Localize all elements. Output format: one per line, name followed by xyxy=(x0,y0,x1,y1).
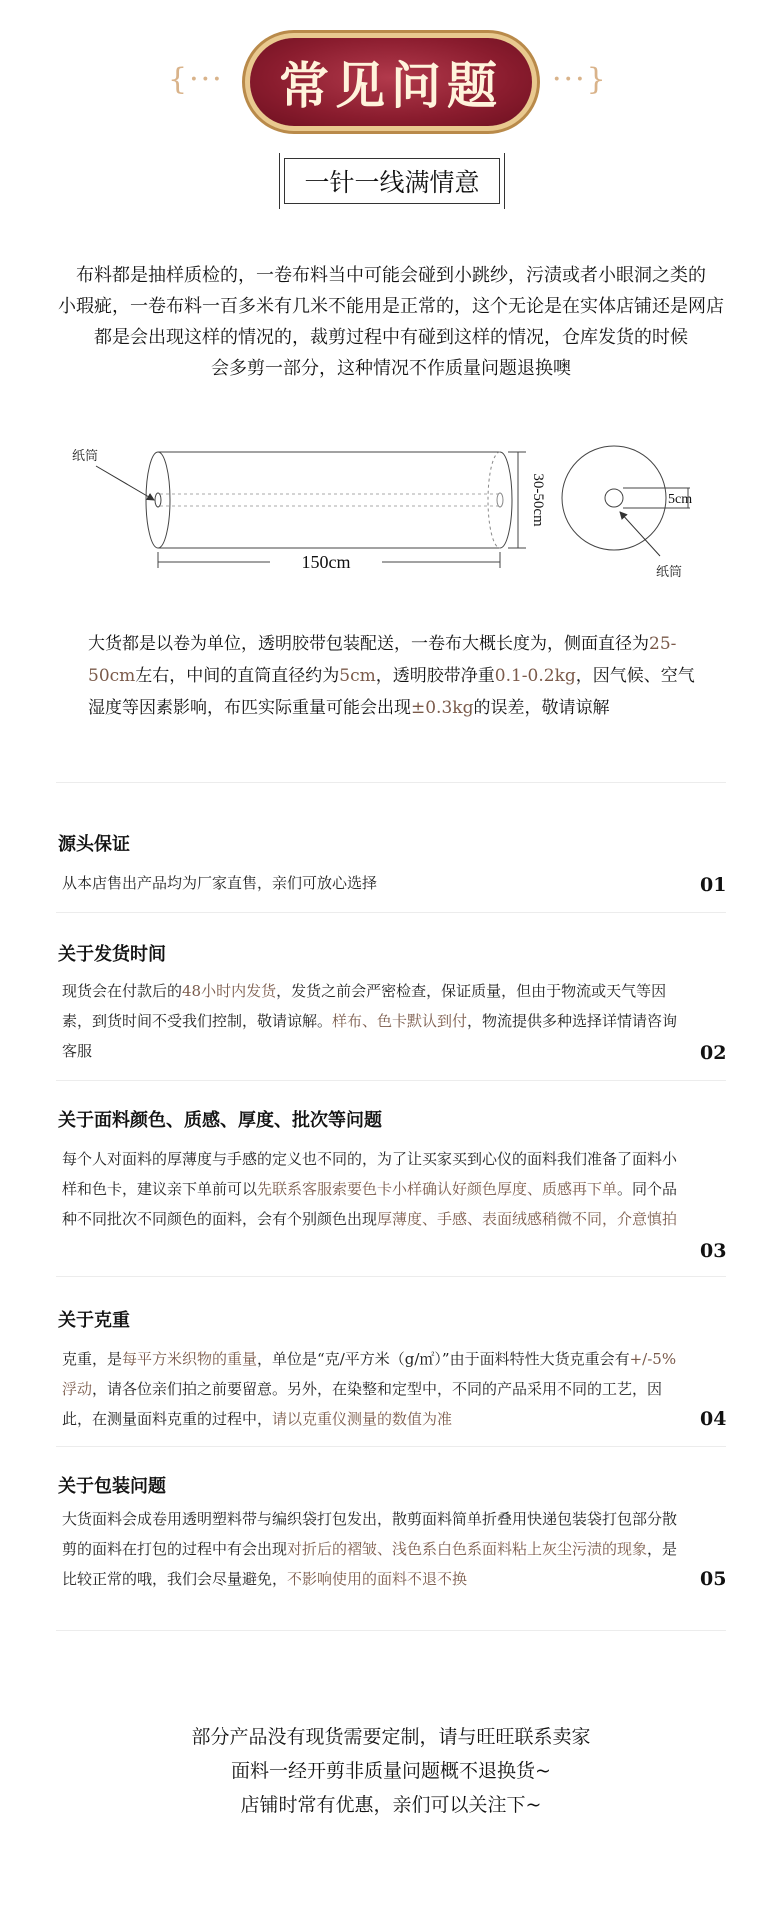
note-highlight: 0.1-0.2kg xyxy=(494,666,576,686)
note-text: ，因气候、空气湿度等因素影响，布匹实际重量可能会出现 xyxy=(88,666,695,718)
note-highlight: 25-50cm xyxy=(88,634,677,686)
note-text: ，透明胶带净重 xyxy=(375,666,495,686)
note-highlight: ±0.3kg xyxy=(411,698,474,718)
section-body-shipping xyxy=(62,976,682,1066)
section-number: 04 xyxy=(700,1408,727,1430)
subtitle-box xyxy=(284,158,500,204)
roll-note xyxy=(88,628,696,724)
body-text: 从本店售出产品均为厂家直售，亲们可放心选择 xyxy=(62,874,378,892)
body-highlight: 不影响使用的面料不退不换 xyxy=(287,1570,468,1588)
intro-line: 会多剪一部分，这种情况不作质量问题退换噢 xyxy=(211,358,571,379)
body-highlight: 48小时内发货 xyxy=(182,982,277,1000)
section-number: 01 xyxy=(700,874,727,896)
label-length: 150cm xyxy=(301,552,351,572)
intro-line: 都是会出现这样的情况的，裁剪过程中有碰到这样的情况，仓库发货的时候 xyxy=(94,327,688,348)
body-highlight: 请以克重仪测量的数值为准 xyxy=(272,1410,453,1428)
divider xyxy=(56,1446,726,1447)
intro-paragraph xyxy=(52,260,730,384)
body-highlight: 每平方米织物的重量 xyxy=(122,1350,258,1368)
decoration-right: ···} xyxy=(552,62,608,97)
section-body-weight xyxy=(62,1344,682,1434)
intro-line: 小瑕疵，一卷布料一百多米有几米不能用是正常的，这个无论是在实体店铺还是网店 xyxy=(58,296,724,317)
label-paper-tube-left: 纸筒 xyxy=(72,448,99,463)
body-text: ，物流提供多种选择详情请咨询客服 xyxy=(62,1012,678,1060)
fabric-roll-diagram xyxy=(60,430,740,580)
divider xyxy=(56,1276,726,1277)
note-text: 的误差，敬请谅解 xyxy=(473,698,610,718)
section-number: 05 xyxy=(700,1568,727,1590)
label-core: 5cm xyxy=(668,492,693,507)
body-highlight: 先联系客服索要色卡小样确认好颜色厚度、质感再下单 xyxy=(257,1180,618,1198)
body-highlight: 对折后的褶皱、浅色系白色系面料粘上灰尘污渍的现象 xyxy=(287,1540,648,1558)
note-highlight: 5cm xyxy=(339,666,376,686)
intro-line: 布料都是抽样质检的，一卷布料当中可能会碰到小跳纱，污渍或者小眼洞之类的 xyxy=(76,265,706,286)
body-text: 大货面料会成卷用透明塑料带与编织袋打包发出，散剪面料简单折叠用快递包装袋打包部分散剪的面料在打包的过程中有会出现 xyxy=(62,1510,678,1558)
section-title-shipping: 关于发货时间 xyxy=(58,944,166,965)
body-highlight: 厚薄度、手感、表面绒感稍微不同，介意慎拍 xyxy=(377,1210,678,1228)
footer-notes xyxy=(0,1720,782,1822)
body-text: 。同个品种不同批次不同颜色的面料，会有个别颜色出现 xyxy=(62,1180,678,1228)
subtitle: 一针一线满情意 xyxy=(304,168,480,197)
body-text: 每个人对面料的厚薄度与手感的定义也不同的，为了让买家买到心仪的面料我们准备了面料小样和色卡，建议亲下单前可以 xyxy=(62,1150,678,1198)
note-text: 左右，中间的直筒直径约为 xyxy=(135,666,340,686)
section-title-packaging: 关于包装问题 xyxy=(58,1476,166,1497)
section-number: 02 xyxy=(700,1042,727,1064)
section-body-source xyxy=(62,868,682,898)
body-text: ，单位是“克/平方米（g/㎡）”由于面料特性大货克重会有 xyxy=(257,1350,630,1368)
page-title: 常见问题 xyxy=(279,56,503,115)
body-text: 克重，是 xyxy=(62,1350,123,1368)
body-text: ，发货之前会严密检查，保证质量，但由于物流或天气等因素，到货时间不受我们控制，敬请谅解。 xyxy=(62,982,667,1030)
body-highlight: 样布、色卡默认到付 xyxy=(332,1012,468,1030)
label-diameter: 30-50cm xyxy=(530,473,546,527)
section-body-packaging xyxy=(62,1504,682,1594)
section-number: 03 xyxy=(700,1240,727,1262)
body-text: ，请各位亲们拍之前要留意。另外，在染整和定型中，不同的产品采用不同的工艺，因此，在测量面料克重的过程中， xyxy=(62,1380,663,1428)
note-text: 大货都是以卷为单位，透明胶带包装配送，一卷布大概长度为，侧面直径为 xyxy=(88,634,649,654)
footer-line: 店铺时常有优惠，亲们可以关注下~ xyxy=(240,1794,542,1816)
section-title-weight: 关于克重 xyxy=(58,1310,130,1331)
title-badge xyxy=(250,38,532,126)
footer-line: 面料一经开剪非质量问题概不退换货~ xyxy=(231,1760,551,1782)
roll-cylinder xyxy=(146,452,512,548)
body-highlight: +/-5%浮动 xyxy=(62,1350,677,1398)
section-title-source: 源头保证 xyxy=(58,834,130,855)
body-text: ，是比较正常的哦，我们会尽量避免， xyxy=(62,1540,678,1588)
divider xyxy=(56,1630,726,1631)
section-body-quality xyxy=(62,1144,682,1234)
footer-line: 部分产品没有现货需要定制，请与旺旺联系卖家 xyxy=(191,1726,591,1748)
body-text: 现货会在付款后的 xyxy=(62,982,183,1000)
decoration-left: {··· xyxy=(168,62,224,97)
divider xyxy=(56,912,726,913)
divider xyxy=(56,1080,726,1081)
divider xyxy=(56,782,726,783)
label-paper-tube-right: 纸筒 xyxy=(656,564,683,579)
section-title-quality: 关于面料颜色、质感、厚度、批次等问题 xyxy=(58,1110,382,1131)
